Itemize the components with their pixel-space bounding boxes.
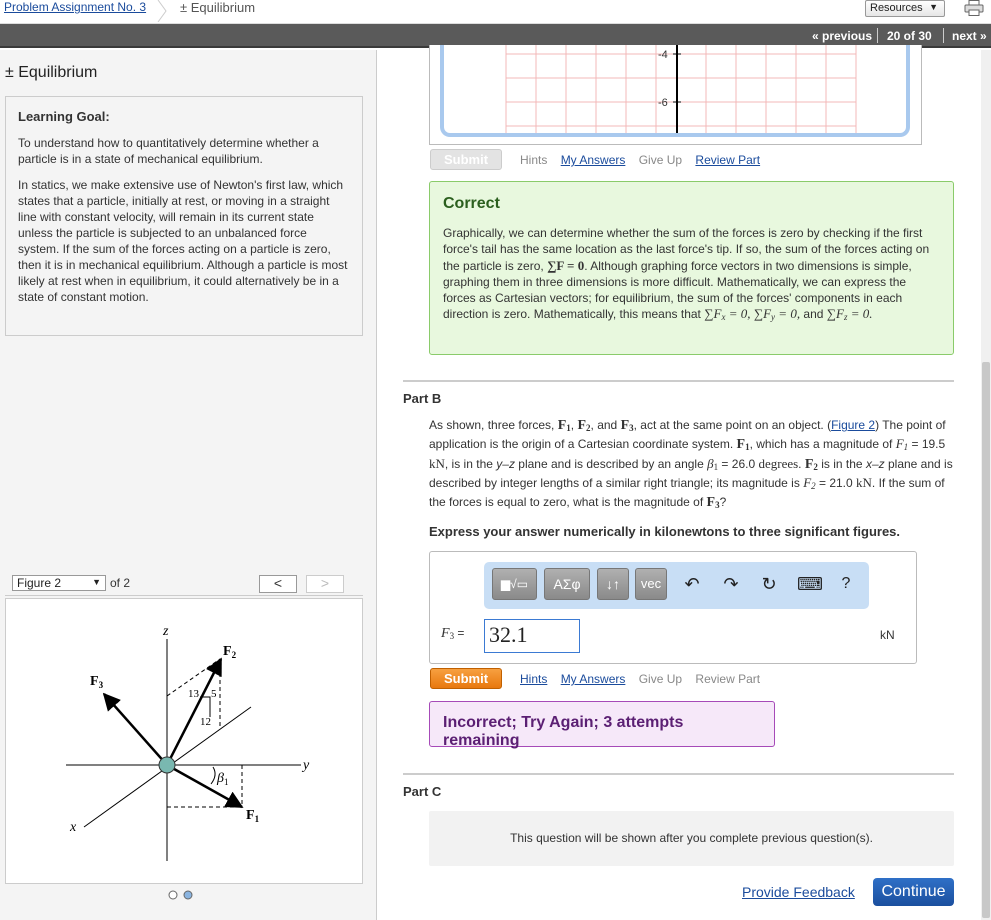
resources-dropdown[interactable]	[865, 0, 945, 17]
y-axis-label: y	[303, 758, 310, 773]
template-button[interactable]: ▆√▭	[492, 568, 537, 600]
continue-button[interactable]: Continue	[873, 878, 954, 906]
length-13-label: 13	[188, 688, 199, 700]
figure-2-link[interactable]: Figure 2	[831, 418, 876, 432]
part-b-submit-button[interactable]: Submit	[430, 668, 502, 689]
printer-icon[interactable]	[964, 0, 984, 16]
nav-divider	[877, 28, 878, 43]
part-b-my-answers-link[interactable]: My Answers	[560, 672, 626, 686]
correct-heading: Correct	[443, 195, 500, 212]
figure-pager	[5, 884, 363, 912]
force-vector-f3	[104, 694, 167, 765]
part-c-heading: Part C	[403, 784, 442, 799]
next-link[interactable]: next »	[952, 29, 987, 43]
keyboard-icon[interactable]: ⌨	[797, 574, 823, 594]
math-toolbar	[484, 562, 869, 609]
figure-select-value: Figure 2	[17, 576, 62, 590]
chevron-down-icon: ▼	[92, 577, 101, 587]
beta-label: $\beta_1$	[217, 771, 229, 787]
subscript-superscript-button[interactable]: ↓↑	[597, 568, 629, 600]
resources-label: Resources	[870, 2, 923, 14]
part-a-submit-button[interactable]: Submit	[430, 149, 502, 170]
part-a-hints-link[interactable]: Hints	[520, 153, 548, 167]
graph-container	[429, 45, 922, 145]
problem-title: ± Equilibrium	[5, 64, 98, 81]
force-diagram	[6, 599, 362, 883]
part-b-link-row	[520, 672, 770, 686]
learning-goal-text: To understand how to quantitatively determine whether a particle is in a state of mechanical equilibrium.	[18, 136, 319, 166]
undo-icon[interactable]: ↶	[684, 574, 700, 594]
length-5-label: 5	[211, 688, 217, 700]
figure-next-button[interactable]	[306, 575, 344, 593]
part-c-locked-box	[429, 811, 954, 866]
breadcrumb-assignment-link[interactable]: Problem Assignment No. 3	[4, 0, 147, 14]
answer-unit: kN	[880, 628, 895, 642]
f1-label: $F_1$	[246, 808, 260, 824]
section-divider	[403, 380, 954, 382]
reset-icon[interactable]: ↻	[761, 574, 777, 594]
part-c-message: This question will be shown after you complete previous question(s).	[510, 831, 873, 845]
redo-icon[interactable]: ↷	[723, 574, 739, 594]
previous-link[interactable]: « previous	[812, 29, 873, 43]
pager-dot-active[interactable]	[184, 891, 192, 899]
answer-instructions: Express your answer numerically in kilonewtons to three significant figures.	[429, 524, 901, 539]
chevron-down-icon: ▼	[929, 2, 938, 12]
part-a-review-part-link[interactable]: Review Part	[695, 153, 761, 167]
scrollbar-thumb[interactable]	[982, 362, 990, 918]
z-axis-label: z	[163, 624, 169, 639]
nav-divider	[943, 28, 944, 43]
figure-select[interactable]	[12, 575, 106, 591]
correct-explanation: Graphically, we can determine whether the sum of the forces is zero by checking if the first force's tail has the same location as the last force's tip. If so, the sum of the forces acting on the particle is zero, ∑F = 0. Although graphing force vectors in two dimensions is simple, graphing them in three dimensions is more difficult. Mathematically, we can express the forces as Cartesian vectors; for equilibrium, the sum of the forces' components in each direction is zero. Mathematically, this means that $\sum F_x = 0$, $\sum F_y = 0$, and $\sum F_z = 0$.	[443, 226, 930, 323]
x-axis-label: x	[70, 820, 77, 835]
breadcrumb-separator-icon	[156, 0, 168, 22]
learning-goal-box	[5, 96, 363, 336]
part-a-give-up-link[interactable]: Give Up	[638, 153, 683, 167]
learning-goal-text: In statics, we make extensive use of Newton's first law, which states that a particle, initially at rest, or moving in a straight line with constant velocity, will remain in its current state unless the particle is subjected to an unbalanced force system. If the sum of the forces acting on a particle is zero, then it is in mechanical equilibrium. Although a particle is most likely at rest when in equilibrium, it could alternatively be in a state of constant motion.	[18, 178, 348, 304]
provide-feedback-link[interactable]: Provide Feedback	[742, 884, 855, 900]
part-a-link-row	[520, 153, 770, 167]
figure-toolbar	[5, 572, 363, 596]
graph-tick-label: -4	[658, 49, 668, 61]
answer-input[interactable]: 32.1	[484, 619, 580, 653]
part-b-question: As shown, three forces, $F_1$, $F_2$, and $F_3$, act at the same point on an object. (Figure 2) The point of application is the origin of a Cartesian coordinate system. $F_1$, which has a magnitude of $F_1 = 19.5$ kN, is in the y–z plane and is described by an angle $\beta_1 = 26.0$ degrees. $F_2$ is in the x–z plane and is described by integer lengths of a similar right triangle; its magnitude is $F_2 = 21.0$ kN. If the sum of the forces is equal to zero, what is the magnitude of $F_3$?	[429, 418, 953, 511]
graph-canvas[interactable]	[440, 45, 910, 137]
correct-feedback-box	[429, 181, 954, 355]
pager-dot[interactable]	[169, 891, 177, 899]
part-a-my-answers-link[interactable]: My Answers	[560, 153, 626, 167]
help-icon[interactable]: ?	[841, 575, 851, 592]
graph-tick-label: -6	[658, 97, 668, 109]
breadcrumb-current: ± Equilibrium	[180, 0, 256, 15]
incorrect-feedback-box: Incorrect; Try Again; 3 attempts remaining	[429, 701, 775, 747]
vector-button[interactable]: vec	[635, 568, 667, 600]
left-pane	[0, 50, 377, 920]
learning-goal-heading: Learning Goal:	[18, 109, 110, 124]
length-12-label: 12	[200, 716, 211, 728]
item-counter: 20 of 30	[887, 29, 932, 43]
force-vector-f1	[167, 765, 242, 807]
force-vector-f2	[167, 659, 221, 765]
answer-label: $F_3$ =	[441, 626, 465, 641]
top-bar	[0, 0, 991, 24]
part-b-review-part-link[interactable]: Review Part	[695, 672, 761, 686]
part-b-hints-link[interactable]: Hints	[520, 672, 548, 686]
f2-label: $F_2$	[223, 644, 237, 660]
section-divider	[403, 773, 954, 775]
figure-prev-button[interactable]	[259, 575, 297, 593]
figure-panel	[5, 598, 363, 884]
angle-arc	[211, 767, 215, 784]
chevron-right-icon: >	[320, 575, 330, 591]
part-b-heading: Part B	[403, 391, 442, 406]
greek-button[interactable]: ΑΣφ	[544, 568, 590, 600]
f3-label: $F_3$	[90, 674, 104, 690]
origin-point	[159, 757, 175, 773]
part-b-give-up-link[interactable]: Give Up	[638, 672, 683, 686]
chevron-left-icon: <	[273, 575, 283, 591]
figure-count: of 2	[110, 576, 131, 590]
